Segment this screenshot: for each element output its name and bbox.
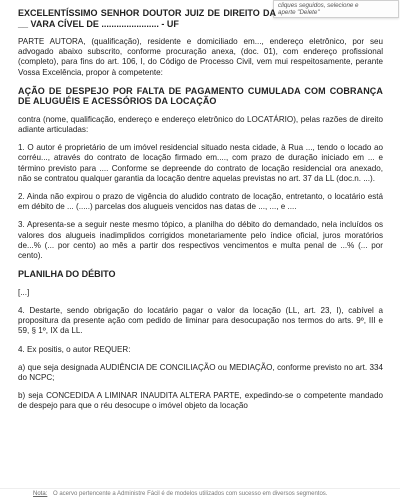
document-footer [0, 488, 400, 500]
document-heading: EXCELENTÍSSIMO SENHOR DOUTOR JUIZ DE DIREITO DA __ VARA CÍVEL DE ....................... - UF [18, 8, 276, 29]
tooltip-line-2: aperte "Delete" [278, 9, 320, 16]
against-paragraph: contra (nome, qualificação, endereço e endereço eletrônico do LOCATÁRIO), pelas razões de direito adiante articuladas: [18, 114, 383, 135]
request-a-paragraph: a) que seja designada AUDIÊNCIA DE CONCILIAÇÃO ou MEDIAÇÃO, conforme previsto no art. 334 do NCPC; [18, 362, 383, 382]
paragraph-2: 2. Ainda não expirou o prazo de vigência do aludido contrato de locação, entretanto, o locatário está em débito de ... (.....) parcelas dos alugueis vencidos nas datas de ..., ..., e .... [18, 192, 383, 212]
paragraph-4: 4. Destarte, sendo obrigação do locatário pagar o valor da locação (LL, art. 23, I), cabível a propositura da presente ação com pedido de liminar para desocupação nos termos do arts. 9º, III e 59, § 1º, IX da LL. [18, 305, 383, 336]
request-intro-paragraph: 4. Ex positis, o autor REQUER: [18, 344, 131, 354]
paragraph-1: 1. O autor é proprietário de um imóvel residencial situado nesta cidade, à Rua ..., tendo o locado ao corréu..., através do contrato de locação firmado em...., com prazo de duração iniciado em ... e término previsto para .... Conforme se depreende do contrato de locação residencial ora anexado, não se contratou qualquer garantia da locação dentre aquelas previstas no art. 37 da LL (doc.n. ...). [18, 143, 383, 183]
footer-label: Nota: [33, 491, 48, 497]
request-b-paragraph: b) seja CONCEDIDA A LIMINAR INAUDITA ALTERA PARTE, expedindo-se o competente mandado de despejo para que o réu desocupe o imóvel objeto da locação [18, 391, 383, 411]
debt-table-title: PLANILHA DO DÉBITO [18, 269, 116, 280]
document-body[interactable] [18, 8, 383, 420]
footer-text: O acervo pertencente a Administre Fácil é de modelos utilizados com sucesso em diversos segmentos. [53, 491, 328, 497]
action-title: AÇÃO DE DESPEJO POR FALTA DE PAGAMENTO CUMULADA COM COBRANÇA DE ALUGUÉIS E ACESSÓRIOS DA LOCAÇÃO [18, 85, 383, 107]
tooltip-line-1: cliques seguidos, selecione e [278, 2, 359, 9]
intro-paragraph: PARTE AUTORA, (qualificação), residente e domiciliado em..., endereço eletrônico, por seu advogado abaixo subscrito, conforme procuração anexa, (doc. 01), com endereço profissional (completo), para fins do art. 106, I, do Código de Processo Civil, vem mui respeitosamente, perante Vossa Excelência, propor à competente: [18, 37, 383, 77]
paragraph-3: 3. Apresenta-se a seguir neste mesmo tópico, a planilha do débito do demandado, nela incluídos os valores dos alugueis inadimplidos corrigidos monetariamente pelo índice oficial, juros moratórios de...% (... por cento) ao mês a partir dos respectivos vencimentos e multa penal de ...% (... por cento). [18, 220, 383, 261]
placeholder-paragraph: [...] [18, 287, 30, 297]
